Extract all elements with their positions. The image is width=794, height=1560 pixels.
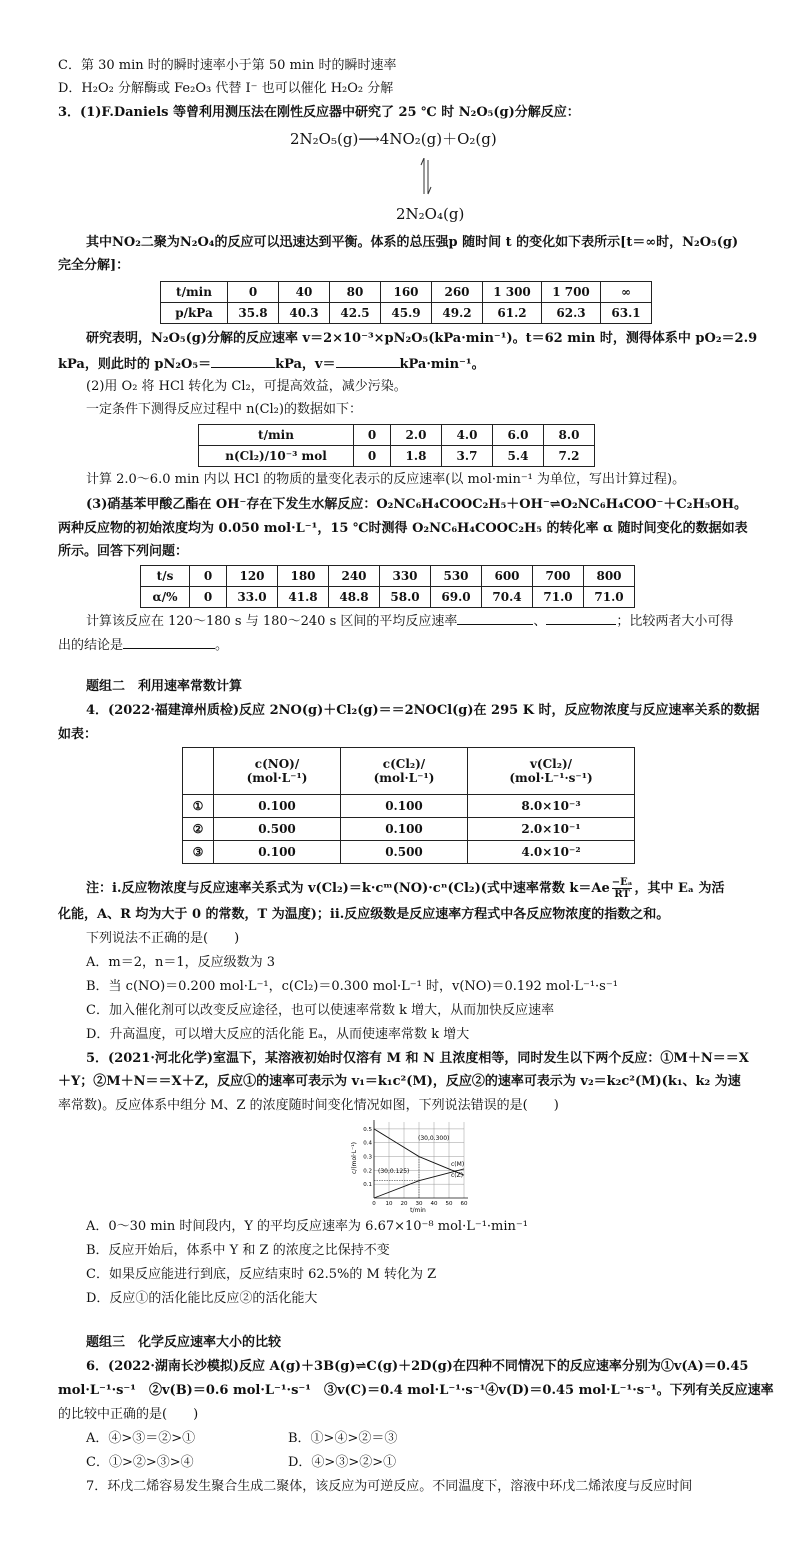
section-heading-2: 题组二 利用速率常数计算 bbox=[86, 679, 243, 694]
row-id: ③ bbox=[183, 841, 214, 864]
y-tick-label: 0.1 bbox=[363, 1182, 372, 1189]
table-cell: 61.2 bbox=[483, 303, 542, 324]
table-cell: 0 bbox=[354, 446, 391, 467]
q5-option-c[interactable]: C．如果反应能进行到底，反应结束时 62.5%的 M 转化为 Z bbox=[86, 1267, 437, 1282]
table-cell: 0 bbox=[228, 282, 279, 303]
q3-part3: (3)硝基苯甲酸乙酯在 OH⁻存在下发生水解反应：O₂NC₆H₄COOC₂H₅＋OH⁻⇌O₂NC₆H₄COO⁻＋C₂H₅OH。 bbox=[86, 497, 748, 512]
table-cell: 40 bbox=[279, 282, 330, 303]
table-cell: 600 bbox=[482, 566, 533, 587]
table-cell: ∞ bbox=[601, 282, 652, 303]
x-tick-label: 50 bbox=[445, 1201, 453, 1207]
q3-part2: (2)用 O₂ 将 HCl 转化为 Cl₂，可提高效益，减少污染。 bbox=[86, 379, 407, 394]
table-cell: 35.8 bbox=[228, 303, 279, 324]
table-cell: 49.2 bbox=[432, 303, 483, 324]
x-tick-label: 20 bbox=[400, 1201, 408, 1207]
table-cell: 1 700 bbox=[542, 282, 601, 303]
chart-xlabel: t/min bbox=[410, 1207, 426, 1214]
table-cell: 2.0×10⁻¹ bbox=[468, 818, 635, 841]
q3-part2-data: 一定条件下测得反应过程中 n(Cl₂)的数据如下： bbox=[86, 402, 362, 417]
y-tick-label: 0.5 bbox=[363, 1126, 372, 1133]
q4-note-part: 注：ⅰ.反应物浓度与反应速率关系式为 v(Cl₂)＝k·cᵐ(NO)·cⁿ(Cl₂)(式中速率常数 k＝Ae bbox=[86, 881, 610, 896]
series-label-m: c(M) bbox=[451, 1161, 465, 1168]
answer-blank[interactable] bbox=[123, 634, 215, 649]
q3-rate-line bbox=[86, 610, 748, 632]
equilibrium-arrows bbox=[420, 158, 432, 196]
table-cell: 80 bbox=[330, 282, 381, 303]
line-option-d: D．H₂O₂ 分解酶或 Fe₂O₃ 代替 I⁻ 也可以催化 H₂O₂ 分解 bbox=[58, 81, 394, 96]
q3-conclusion-part: 出的结论是 bbox=[58, 638, 124, 653]
x-tick-label: 0 bbox=[372, 1201, 376, 1207]
table-cell: 0.500 bbox=[214, 818, 341, 841]
table-cell: 42.5 bbox=[330, 303, 381, 324]
table-cell: 0.100 bbox=[341, 818, 468, 841]
table-cell: 71.0 bbox=[584, 587, 635, 608]
row-id: ② bbox=[183, 818, 214, 841]
table-cell: 0.500 bbox=[341, 841, 468, 864]
table-cell: 530 bbox=[431, 566, 482, 587]
table-header: α/% bbox=[141, 587, 190, 608]
table-cell: 8.0 bbox=[544, 425, 595, 446]
table-cell: 5.4 bbox=[493, 446, 544, 467]
q3-rate-part: ；比较两者大小可得 bbox=[616, 614, 734, 629]
table-header bbox=[341, 748, 468, 795]
question-6-intro-c: 的比较中正确的是( ) bbox=[58, 1407, 199, 1422]
question-6-intro-b: mol·L⁻¹·s⁻¹ ②v(B)＝0.6 mol·L⁻¹·s⁻¹ ③v(C)＝0.4 mol·L⁻¹·s⁻¹④v(D)＝0.45 mol·L⁻¹·s⁻¹。下列有关反应速率 bbox=[58, 1383, 774, 1398]
question-5-intro-c: 率常数)。反应体系中组分 M、Z 的浓度随时间变化情况如图，下列说法错误的是( ) bbox=[58, 1098, 559, 1113]
table-cell: 0 bbox=[190, 566, 227, 587]
table-cell: 0.100 bbox=[214, 795, 341, 818]
table-cell: 58.0 bbox=[380, 587, 431, 608]
q4-option-c[interactable]: C．加入催化剂可以改变反应途径，也可以使速率常数 k 增大，从而加快反应速率 bbox=[86, 1003, 555, 1018]
table-cell: 69.0 bbox=[431, 587, 482, 608]
exponent-fraction bbox=[612, 877, 633, 900]
header-line: (mol·L⁻¹·s⁻¹) bbox=[509, 771, 593, 785]
table-header bbox=[214, 748, 341, 795]
table-cell: 62.3 bbox=[542, 303, 601, 324]
q4-option-d[interactable]: D．升高温度，可以增大反应的活化能 Eₐ，从而使速率常数 k 增大 bbox=[86, 1027, 470, 1042]
q3-conclusion-part: 。 bbox=[215, 638, 229, 653]
header-line: c(Cl₂)/ bbox=[382, 757, 426, 771]
table-cell: 2.0 bbox=[391, 425, 442, 446]
q3-conclusion-line bbox=[58, 634, 748, 656]
chart-axes bbox=[374, 1120, 468, 1198]
table-cell: 7.2 bbox=[544, 446, 595, 467]
answer-blank[interactable] bbox=[336, 353, 400, 368]
question-4-intro-b: 如表： bbox=[58, 727, 98, 742]
answer-blank[interactable] bbox=[211, 353, 275, 368]
header-line: (mol·L⁻¹) bbox=[373, 771, 435, 785]
answer-blank[interactable] bbox=[457, 610, 533, 625]
section-heading-3: 题组三 化学反应速率大小的比较 bbox=[86, 1335, 282, 1350]
q3-research-text: 研究表明，N₂O₅(g)分解的反应速率 v＝2×10⁻³×pN₂O₅(kPa·min⁻¹)。t＝62 min 时，测得体系中 pO₂＝2.9 bbox=[86, 331, 758, 346]
table-cell: 45.9 bbox=[381, 303, 432, 324]
q5-option-d[interactable]: D．反应①的活化能比反应②的活化能大 bbox=[86, 1291, 318, 1306]
table-cell: 330 bbox=[380, 566, 431, 587]
concentration-chart bbox=[348, 1118, 476, 1214]
table-header: p/kPa bbox=[161, 303, 228, 324]
header-line: (mol·L⁻¹) bbox=[246, 771, 308, 785]
q6-option-a[interactable]: A．④>③＝②>① bbox=[86, 1431, 196, 1446]
question-6-intro: 6．(2022·湖南长沙模拟)反应 A(g)＋3B(g)⇌C(g)＋2D(g)在四种不同情况下的反应速率分别为①v(A)＝0.45 bbox=[86, 1359, 749, 1374]
y-tick-label: 0.3 bbox=[363, 1154, 372, 1161]
table-cell: 260 bbox=[432, 282, 483, 303]
table-header: t/s bbox=[141, 566, 190, 587]
table-cell: 800 bbox=[584, 566, 635, 587]
annotation-m: (30,0.300) bbox=[418, 1135, 450, 1142]
table-cell: 41.8 bbox=[278, 587, 329, 608]
table-cell: 160 bbox=[381, 282, 432, 303]
table-cell: 6.0 bbox=[493, 425, 544, 446]
series-label-z: c(Z) bbox=[451, 1172, 464, 1179]
table-cell: 4.0 bbox=[442, 425, 493, 446]
table-pressure bbox=[160, 281, 652, 324]
table-cell: 1 300 bbox=[483, 282, 542, 303]
table-cell: 70.4 bbox=[482, 587, 533, 608]
q3-part3-c: 所示。回答下列问题： bbox=[58, 544, 189, 559]
x-tick-label: 10 bbox=[385, 1201, 393, 1207]
q3-fill-part: kPa·min⁻¹。 bbox=[399, 357, 485, 372]
table-cell: 0 bbox=[190, 587, 227, 608]
q4-option-a[interactable]: A．m＝2，n＝1，反应级数为 3 bbox=[86, 955, 276, 970]
table-cell: 71.0 bbox=[533, 587, 584, 608]
table-cell: 48.8 bbox=[329, 587, 380, 608]
table-header: n(Cl₂)/10⁻³ mol bbox=[199, 446, 354, 467]
q5-option-b[interactable]: B．反应开始后，体系中 Y 和 Z 的浓度之比保持不变 bbox=[86, 1243, 390, 1258]
header-line: c(NO)/ bbox=[254, 757, 300, 771]
q4-note-2: 化能，A、R 均为大于 0 的常数，T 为温度)；ⅱ.反应级数是反应速率方程式中各反应物浓度的指数之和。 bbox=[58, 907, 670, 922]
table-corner bbox=[183, 748, 214, 795]
question-4-intro: 4．(2022·福建漳州质检)反应 2NO(g)＋Cl₂(g)＝＝2NOCl(g)在 295 K 时，反应物浓度与反应速率关系的数据 bbox=[86, 703, 760, 718]
y-tick-label: 0.4 bbox=[363, 1140, 372, 1147]
table-cell: 3.7 bbox=[442, 446, 493, 467]
question-5-intro-b: ＋Y；②M＋N＝＝X＋Z，反应①的速率可表示为 v₁＝k₁c²(M)，反应②的速率可表示为 v₂＝k₂c²(M)(k₁、k₂ 为速 bbox=[58, 1074, 741, 1089]
x-tick-label: 30 bbox=[415, 1201, 423, 1207]
table-cell: 33.0 bbox=[227, 587, 278, 608]
table-cell: 1.8 bbox=[391, 446, 442, 467]
header-line: v(Cl₂)/ bbox=[529, 757, 573, 771]
table-header bbox=[468, 748, 635, 795]
q4-note-1 bbox=[86, 877, 748, 900]
table-conversion bbox=[140, 565, 635, 608]
equation-dimer: 2N₂O₄(g) bbox=[396, 205, 465, 223]
q6-option-b[interactable]: B．①>④>②＝③ bbox=[288, 1431, 398, 1446]
question-7-intro: 7．环戊二烯容易发生聚合生成二聚体，该反应为可逆反应。不同温度下，溶液中环戊二烯浓度与反应时间 bbox=[86, 1479, 693, 1494]
q4-option-b[interactable]: B．当 c(NO)＝0.200 mol·L⁻¹，c(Cl₂)＝0.300 mol·L⁻¹ 时，v(NO)＝0.192 mol·L⁻¹·s⁻¹ bbox=[86, 979, 618, 994]
q3-part3-b: 两种反应物的初始浓度均为 0.050 mol·L⁻¹，15 ℃时测得 O₂NC₆H₄COOC₂H₅ 的转化率 α 随时间变化的数据如表 bbox=[58, 521, 748, 536]
y-tick-label: 0.2 bbox=[363, 1168, 372, 1175]
q3-fill-line bbox=[58, 353, 748, 375]
table-cell: 180 bbox=[278, 566, 329, 587]
q6-option-c[interactable]: C．①>②>③>④ bbox=[86, 1455, 194, 1470]
table-header: t/min bbox=[199, 425, 354, 446]
q3-text-1: 其中NO₂二聚为N₂O₄的反应可以迅速达到平衡。体系的总压强p 随时间 t 的变化如下表所示[t＝∞时，N₂O₅(g) bbox=[86, 235, 739, 250]
table-cell: 700 bbox=[533, 566, 584, 587]
line-option-c: C．第 30 min 时的瞬时速率小于第 50 min 时的瞬时速率 bbox=[58, 58, 397, 73]
table-cell: 63.1 bbox=[601, 303, 652, 324]
q4-note-part: ，其中 Eₐ 为活 bbox=[634, 881, 725, 896]
fraction-numerator: −Eₐ bbox=[611, 877, 633, 888]
chart-ylabel: c/(mol·L⁻¹) bbox=[351, 1141, 358, 1175]
x-tick-label: 40 bbox=[430, 1201, 438, 1207]
fraction-denominator: RT bbox=[614, 889, 630, 900]
table-cell: 120 bbox=[227, 566, 278, 587]
table-cell: 0.100 bbox=[214, 841, 341, 864]
table-cell: 0.100 bbox=[341, 795, 468, 818]
q4-question: 下列说法不正确的是( ) bbox=[86, 931, 240, 946]
equation-main: 2N₂O₅(g)⟶4NO₂(g)＋O₂(g) bbox=[290, 130, 497, 148]
table-cell: 0 bbox=[354, 425, 391, 446]
q6-option-d[interactable]: D．④>③>②>① bbox=[288, 1455, 397, 1470]
table-header: t/min bbox=[161, 282, 228, 303]
table-rate-data bbox=[182, 747, 635, 864]
row-id: ① bbox=[183, 795, 214, 818]
table-cell: 4.0×10⁻² bbox=[468, 841, 635, 864]
q3-text-2: 完全分解]： bbox=[58, 258, 130, 273]
q3-fill-part: kPa，则此时的 pN₂O₅＝ bbox=[58, 357, 212, 372]
table-cell: 240 bbox=[329, 566, 380, 587]
q3-rate-part: 计算该反应在 120～180 s 与 180～240 s 区间的平均反应速率 bbox=[86, 614, 458, 629]
question-5-intro: 5．(2021·河北化学)室温下，某溶液初始时仅溶有 M 和 N 且浓度相等，同时发生以下两个反应：①M＋N＝＝X bbox=[86, 1051, 749, 1066]
q5-option-a[interactable]: A．0～30 min 时间段内，Y 的平均反应速率为 6.67×10⁻⁸ mol·L⁻¹·min⁻¹ bbox=[86, 1219, 528, 1234]
answer-blank[interactable] bbox=[546, 610, 616, 625]
q3-rate-part: 、 bbox=[533, 614, 547, 629]
annotation-z: (30,0.125) bbox=[378, 1168, 410, 1175]
table-cell: 40.3 bbox=[279, 303, 330, 324]
x-tick-label: 60 bbox=[460, 1201, 468, 1207]
q3-fill-part: kPa，v＝ bbox=[275, 357, 336, 372]
q3-calc: 计算 2.0～6.0 min 内以 HCl 的物质的量变化表示的反应速率(以 mol·min⁻¹ 为单位，写出计算过程)。 bbox=[86, 472, 686, 487]
question-3-intro: 3．(1)F.Daniels 等曾利用测压法在刚性反应器中研究了 25 ℃ 时 N₂O₅(g)分解反应： bbox=[58, 105, 580, 120]
table-cl2 bbox=[198, 424, 595, 467]
table-cell: 8.0×10⁻³ bbox=[468, 795, 635, 818]
